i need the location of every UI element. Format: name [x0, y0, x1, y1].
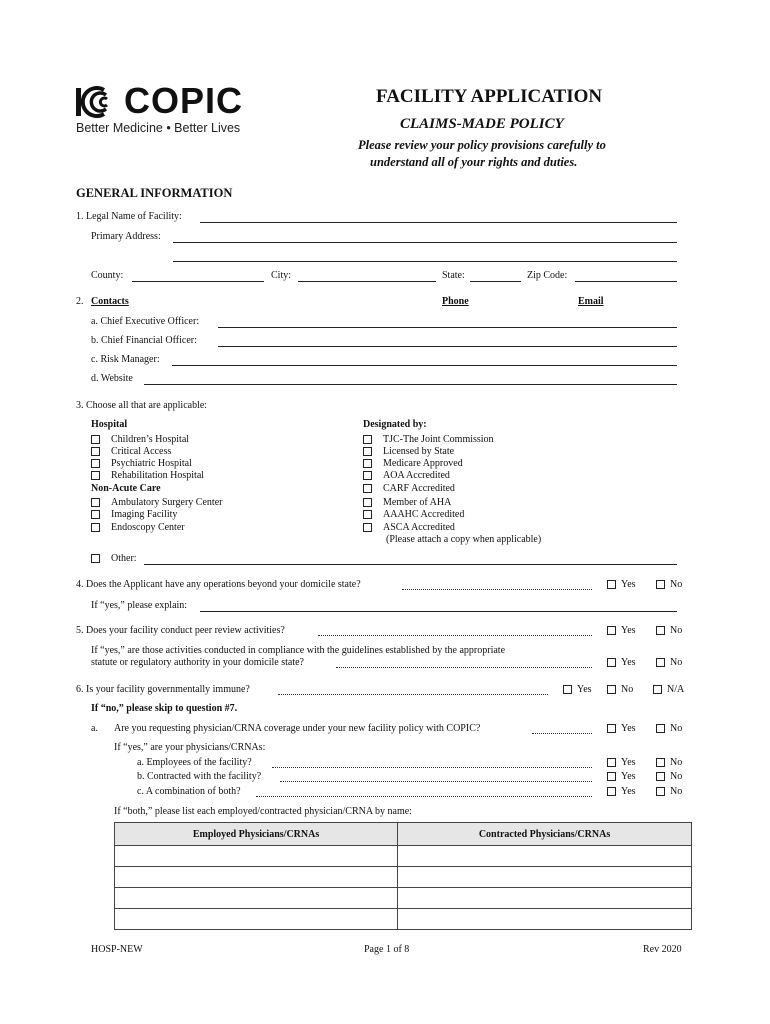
sub-leader — [272, 767, 592, 768]
table-cell[interactable] — [115, 888, 398, 909]
city-field[interactable] — [298, 281, 436, 282]
q4-text: 4. Does the Applicant have any operations beyond your domicile state? — [76, 579, 361, 590]
table-row — [115, 888, 692, 909]
checkbox[interactable] — [607, 626, 616, 635]
no-label: No — [670, 625, 683, 636]
notice-line-2: understand all of your rights and duties. — [370, 155, 578, 169]
contacts-heading: Contacts — [91, 296, 129, 307]
attach-note: (Please attach a copy when applicable) — [386, 534, 542, 545]
email-heading: Email — [578, 296, 604, 307]
logo-brand: COPIC — [124, 80, 244, 121]
q5-no[interactable] — [656, 625, 682, 636]
yes-label: Yes — [621, 657, 636, 668]
legal-name-field[interactable] — [200, 222, 677, 223]
table-row — [115, 909, 692, 930]
option-label: Children’s Hospital — [111, 434, 190, 445]
both-note: If “both,” please list each employed/contracted physician/CRNA by name: — [114, 806, 412, 817]
col-contracted: Contracted Physicians/CRNAs — [398, 823, 692, 846]
checkbox[interactable] — [607, 658, 616, 667]
no-label: No — [621, 684, 634, 695]
sub-both-no[interactable] — [656, 786, 682, 797]
checkbox[interactable] — [607, 724, 616, 733]
city-label: City: — [271, 270, 292, 281]
other-label: Other: — [111, 553, 137, 564]
q5-follow-yes[interactable] — [607, 657, 636, 668]
checkbox[interactable] — [656, 758, 665, 767]
checkbox[interactable] — [91, 459, 100, 468]
sub-contracted-yes[interactable] — [607, 771, 636, 782]
checkbox[interactable] — [656, 787, 665, 796]
yes-label: Yes — [621, 625, 636, 636]
county-label: County: — [91, 270, 124, 281]
risk-manager-field[interactable] — [172, 365, 677, 366]
option-imaging-facility[interactable] — [91, 509, 177, 520]
q2-number: 2. — [76, 296, 84, 307]
zip-field[interactable] — [575, 281, 677, 282]
checkbox[interactable] — [363, 510, 372, 519]
q5-follow-leader — [336, 667, 592, 668]
checkbox[interactable] — [607, 772, 616, 781]
yes-label: Yes — [621, 771, 636, 782]
checkbox[interactable] — [91, 471, 100, 480]
option-licensed-by-state[interactable] — [363, 446, 454, 457]
page-subtitle: CLAIMS-MADE POLICY — [400, 116, 564, 132]
county-field[interactable] — [132, 281, 264, 282]
no-label: No — [670, 723, 683, 734]
primary-address-field[interactable] — [173, 242, 677, 243]
checkbox[interactable] — [656, 626, 665, 635]
checkbox[interactable] — [91, 510, 100, 519]
checkbox[interactable] — [91, 447, 100, 456]
website-label: d. Website — [91, 373, 133, 384]
phone-heading: Phone — [442, 296, 469, 307]
option-label: Critical Access — [111, 446, 172, 457]
option-endoscopy-center[interactable] — [91, 522, 185, 533]
checkbox[interactable] — [363, 459, 372, 468]
yes-label: Yes — [621, 786, 636, 797]
q5-yes[interactable] — [607, 625, 636, 636]
checkbox[interactable] — [91, 498, 100, 507]
table-cell[interactable] — [115, 867, 398, 888]
option-label: Medicare Approved — [383, 458, 463, 469]
q6a-yes[interactable] — [607, 723, 636, 734]
checkbox[interactable] — [607, 787, 616, 796]
q4-explain-field[interactable] — [200, 611, 677, 612]
footer-revision: Rev 2020 — [643, 944, 682, 955]
checkbox[interactable] — [607, 758, 616, 767]
checkbox[interactable] — [563, 685, 572, 694]
cfo-field[interactable] — [218, 346, 677, 347]
option-psychiatric-hospital[interactable] — [91, 458, 192, 469]
checkbox[interactable] — [656, 580, 665, 589]
q6a-leader — [532, 733, 592, 734]
yes-label: Yes — [621, 757, 636, 768]
option-label: AAAHC Accredited — [383, 509, 465, 520]
option-carf-accredited[interactable] — [363, 483, 455, 494]
option-asca-accredited[interactable] — [363, 522, 455, 533]
sub-employees-no[interactable] — [656, 757, 682, 768]
option-label: Imaging Facility — [111, 509, 178, 520]
q5-follow-line2: statute or regulatory authority in your domicile state? — [91, 657, 304, 668]
q6-no[interactable] — [607, 684, 633, 695]
legal-name-label: 1. Legal Name of Facility: — [76, 211, 182, 222]
no-label: No — [670, 579, 683, 590]
yes-label: Yes — [621, 723, 636, 734]
zip-label: Zip Code: — [527, 270, 568, 281]
physician-table — [114, 822, 692, 930]
option-label: Ambulatory Surgery Center — [111, 497, 223, 508]
yes-label: Yes — [621, 579, 636, 590]
option-aaahc-accredited[interactable] — [363, 509, 464, 520]
q6-leader — [278, 694, 548, 695]
page-title: FACILITY APPLICATION — [376, 86, 603, 107]
primary-address-field-2[interactable] — [173, 261, 677, 262]
checkbox[interactable] — [363, 447, 372, 456]
q5-follow-no[interactable] — [656, 657, 682, 668]
sub-leader — [256, 796, 592, 797]
website-field[interactable] — [144, 384, 677, 385]
checkbox[interactable] — [656, 772, 665, 781]
notice-line-1: Please review your policy provisions carefully to — [358, 138, 606, 152]
q5-leader — [318, 635, 592, 636]
option-label: Endoscopy Center — [111, 522, 185, 533]
table-row — [115, 846, 692, 867]
q4-no[interactable] — [656, 579, 682, 590]
q6a-no[interactable] — [656, 723, 682, 734]
checkbox[interactable] — [91, 523, 100, 532]
checkbox[interactable] — [91, 435, 100, 444]
option-label: ASCA Accredited — [383, 522, 455, 533]
option-ambulatory-surgery-center[interactable] — [91, 497, 222, 508]
table-header-row — [115, 823, 692, 846]
checkbox[interactable] — [653, 685, 662, 694]
q3-prompt: 3. Choose all that are applicable: — [76, 400, 208, 411]
no-label: No — [670, 771, 683, 782]
table-row — [115, 867, 692, 888]
q6a-follow: If “yes,” are your physicians/CRNAs: — [114, 742, 266, 753]
option-tjc[interactable] — [363, 434, 494, 445]
option-label: Licensed by State — [383, 446, 455, 457]
ceo-field[interactable] — [218, 327, 677, 328]
checkbox[interactable] — [91, 554, 100, 563]
option-aoa-accredited[interactable] — [363, 470, 450, 481]
option-childrens-hospital[interactable] — [91, 434, 189, 445]
option-label: Member of AHA — [383, 497, 452, 508]
col-employed: Employed Physicians/CRNAs — [115, 823, 398, 846]
q6-yes[interactable] — [563, 684, 592, 695]
q4-leader — [402, 589, 592, 590]
option-label: AOA Accredited — [383, 470, 450, 481]
checkbox[interactable] — [363, 484, 372, 493]
section-title: GENERAL INFORMATION — [76, 186, 233, 200]
q6-na[interactable] — [653, 684, 684, 695]
yes-label: Yes — [577, 684, 592, 695]
option-medicare-approved[interactable] — [363, 458, 463, 469]
q6a-text: Are you requesting physician/CRNA coverage under your new facility policy with COPIC? — [114, 723, 481, 734]
risk-manager-label: c. Risk Manager: — [91, 354, 160, 365]
sub-both-yes[interactable] — [607, 786, 636, 797]
option-member-of-aha[interactable] — [363, 497, 451, 508]
q6-skip-note: If “no,” please skip to question #7. — [91, 703, 238, 714]
q6a-sub-employees: a. Employees of the facility? — [137, 757, 252, 768]
no-label: No — [670, 757, 683, 768]
q4-explain-label: If “yes,” please explain: — [91, 600, 188, 611]
option-label: Rehabilitation Hospital — [111, 470, 205, 481]
primary-address-label: Primary Address: — [91, 231, 161, 242]
option-label: CARF Accredited — [383, 483, 455, 494]
table-cell[interactable] — [398, 846, 692, 867]
checkbox[interactable] — [656, 724, 665, 733]
option-other[interactable] — [91, 553, 137, 564]
table-cell[interactable] — [115, 846, 398, 867]
na-label: N/A — [667, 684, 685, 695]
checkbox[interactable] — [607, 685, 616, 694]
checkbox[interactable] — [363, 523, 372, 532]
sub-employees-yes[interactable] — [607, 757, 636, 768]
ceo-label: a. Chief Executive Officer: — [91, 316, 200, 327]
q6a-sub-both: c. A combination of both? — [137, 786, 241, 797]
checkbox[interactable] — [363, 435, 372, 444]
q6a-sub-contracted: b. Contracted with the facility? — [137, 771, 262, 782]
checkbox[interactable] — [363, 498, 372, 507]
sub-leader — [280, 781, 592, 782]
q5-follow-line1: If “yes,” are those activities conducted in compliance with the guidelines established by the appropriate — [91, 645, 506, 656]
no-label: No — [670, 786, 683, 797]
table-cell[interactable] — [398, 867, 692, 888]
option-label: TJC-The Joint Commission — [383, 434, 494, 445]
option-rehabilitation-hospital[interactable] — [91, 470, 204, 481]
footer-page-number: Page 1 of 8 — [364, 944, 410, 955]
cfo-label: b. Chief Financial Officer: — [91, 335, 197, 346]
copic-logo-icon — [76, 86, 126, 118]
table-cell[interactable] — [398, 888, 692, 909]
q5-text: 5. Does your facility conduct peer review activities? — [76, 625, 285, 636]
checkbox[interactable] — [656, 658, 665, 667]
table-cell[interactable] — [398, 909, 692, 930]
nonacute-heading: Non-Acute Care — [91, 483, 161, 494]
table-cell[interactable] — [115, 909, 398, 930]
option-label: Psychiatric Hospital — [111, 458, 192, 469]
other-field[interactable] — [144, 564, 677, 565]
footer-form-id: HOSP-NEW — [91, 944, 143, 955]
state-field[interactable] — [470, 281, 521, 282]
logo-tagline: Better Medicine • Better Lives — [76, 121, 241, 135]
checkbox[interactable] — [607, 580, 616, 589]
option-critical-access[interactable] — [91, 446, 171, 457]
q6-text: 6. Is your facility governmentally immune? — [76, 684, 250, 695]
hospital-heading: Hospital — [91, 419, 128, 430]
designated-heading: Designated by: — [363, 419, 427, 430]
no-label: No — [670, 657, 683, 668]
q6a-label: a. — [91, 723, 98, 734]
q4-yes[interactable] — [607, 579, 636, 590]
state-label: State: — [442, 270, 465, 281]
sub-contracted-no[interactable] — [656, 771, 682, 782]
checkbox[interactable] — [363, 471, 372, 480]
